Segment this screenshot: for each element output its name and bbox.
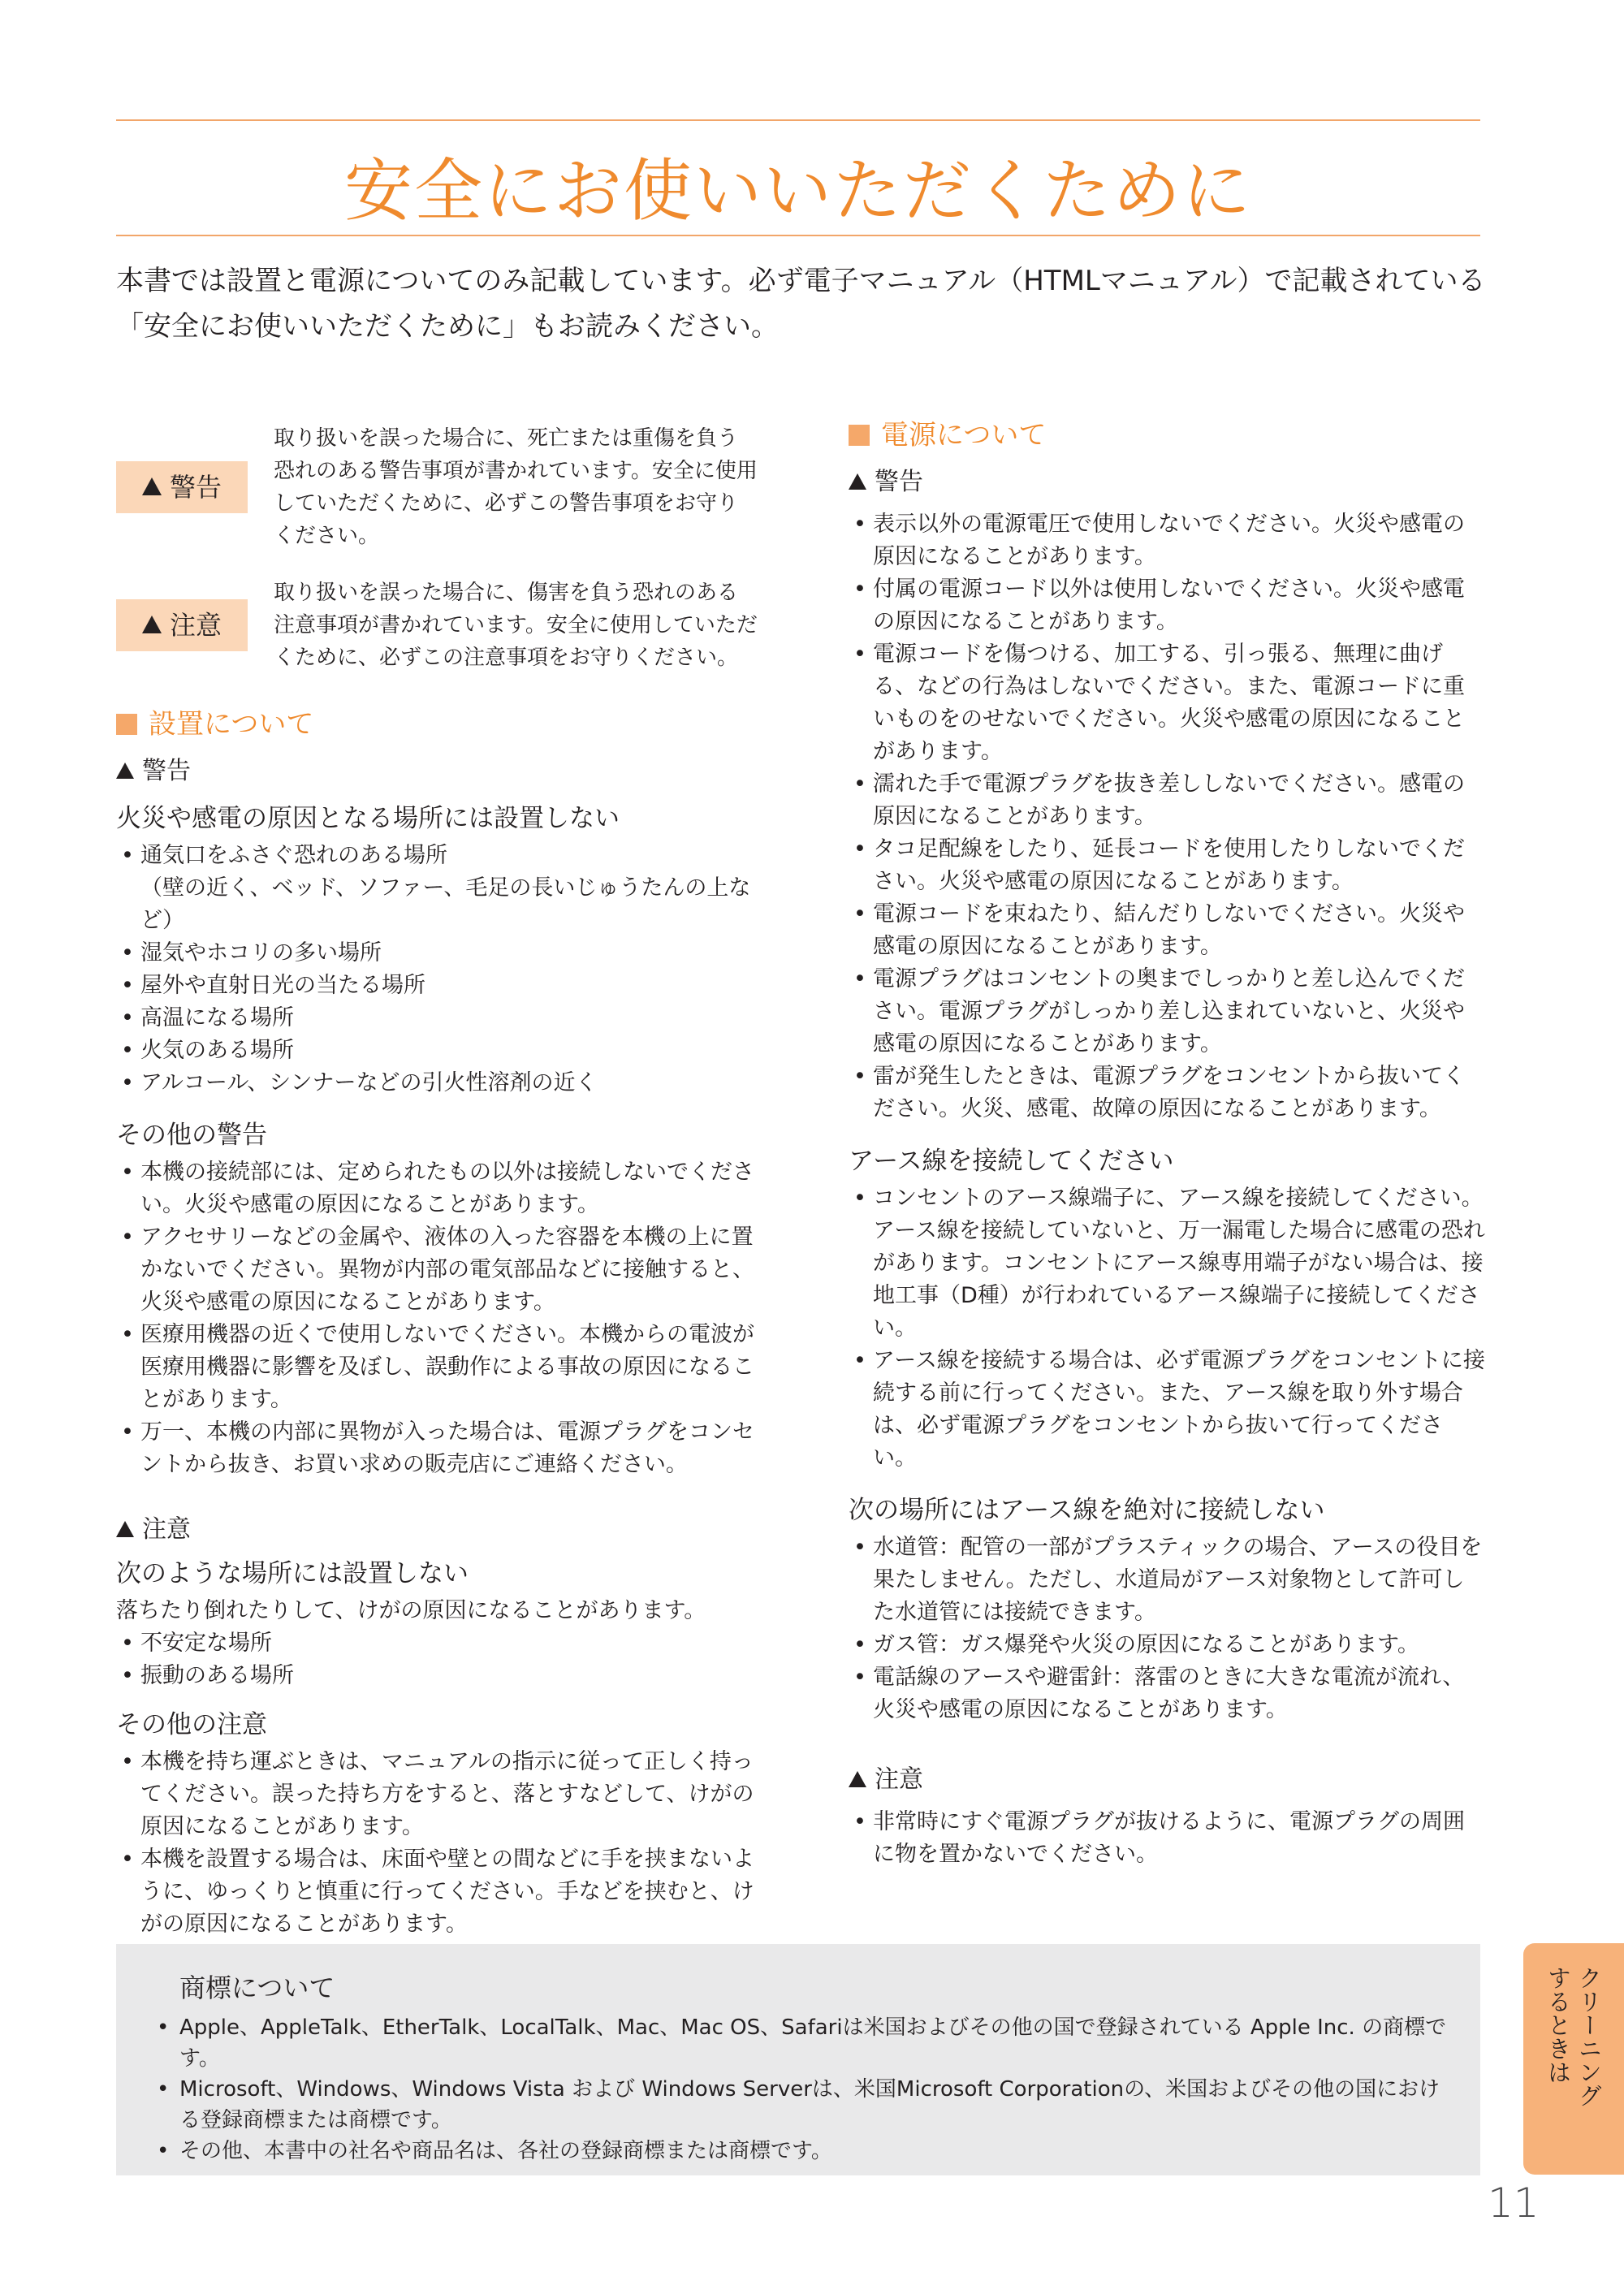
list-item: • アクセサリーなどの金属や、液体の入った容器を本機の上に置かないでください。異物が内部の電気部品などに接触すると、火災や感電の原因になることがあります。 bbox=[116, 1221, 758, 1319]
section-square-icon bbox=[849, 425, 870, 446]
install-sub3-note: 落ちたり倒れたりして、けがの原因になることがあります。 bbox=[116, 1598, 706, 1623]
caution-badge bbox=[116, 599, 248, 651]
list-item: • ガス管：ガス爆発や火災の原因になることがあります。 bbox=[849, 1629, 1486, 1661]
caution-badge-label: 注意 bbox=[169, 610, 222, 641]
caution-triangle-icon bbox=[116, 1521, 134, 1537]
page-number: 11 bbox=[1488, 2180, 1540, 2227]
side-tab-line2: するときは bbox=[1544, 1966, 1572, 2084]
list-item: • 火気のある場所 bbox=[116, 1035, 758, 1067]
power-heading-label: 電源について bbox=[881, 419, 1047, 451]
side-tab-line1: クリーニング bbox=[1575, 1966, 1603, 2107]
list-item: • 雷が発生したときは、電源プラグをコンセントから抜いてください。火災、感電、故障の原因になることがあります。 bbox=[849, 1061, 1486, 1125]
noground-list bbox=[849, 1531, 1486, 1726]
intro-text: 本書では設置と電源についてのみ記載しています。必ず電子マニュアル（HTMLマニュアル）で記載されている「安全にお使いいただくために」もお読みください。 bbox=[116, 265, 1486, 343]
power-caution-text: 注意 bbox=[875, 1765, 923, 1794]
warning-triangle-icon bbox=[142, 477, 162, 495]
install-warning-label bbox=[116, 754, 758, 789]
list-item: • 付属の電源コード以外は使用しないでください。火災や感電の原因になることがあります。 bbox=[849, 573, 1486, 638]
left-column bbox=[116, 422, 758, 1941]
list-item: • 電源プラグはコンセントの奥までしっかりと差し込んでください。電源プラグがしっかり差し込まれていないと、火災や感電の原因になることがあります。 bbox=[849, 963, 1486, 1061]
list-item: • 高温になる場所 bbox=[116, 1002, 758, 1035]
section-square-icon bbox=[116, 714, 137, 735]
page-title: 安全にお使いいただくために bbox=[343, 151, 1252, 231]
install-caution-label bbox=[116, 1512, 758, 1548]
list-item: • 湿気やホコリの多い場所 bbox=[116, 937, 758, 970]
list-item: • 本機の接続部には、定められたもの以外は接続しないでください。火災や感電の原因になることがあります。 bbox=[116, 1156, 758, 1221]
title-rule bbox=[116, 235, 1480, 236]
list-item: • 濡れた手で電源プラグを抜き差ししないでください。感電の原因になることがあります。 bbox=[849, 768, 1486, 833]
list-item: • 電源コードを束ねたり、結んだりしないでください。火災や感電の原因になることがあります。 bbox=[849, 898, 1486, 963]
install-sub3-list bbox=[116, 1627, 758, 1692]
warning-badge-label: 警告 bbox=[169, 472, 222, 503]
warning-legend bbox=[116, 422, 758, 552]
warning-triangle-icon bbox=[849, 473, 866, 490]
list-item: • Microsoft、Windows、Windows Vista および Windows Serverは、米国Microsoft Corporationの、米国およびその他の国における登録商標または商標です。 bbox=[147, 2074, 1448, 2136]
install-sub1-title: 火災や感電の原因となる場所には設置しない bbox=[116, 804, 620, 833]
list-item: • アース線を接続する場合は、必ず電源プラグをコンセントに接続する前に行ってください。また、アース線を取り外す場合は、必ず電源プラグをコンセントから抜いて行ってください。 bbox=[849, 1345, 1486, 1475]
power-warning-label bbox=[849, 464, 1486, 500]
list-item: • 本機を持ち運ぶときは、マニュアルの指示に従って正しく持ってください。誤った持ち方をすると、落とすなどして、けがの原因になることがあります。 bbox=[116, 1746, 758, 1843]
list-item: • 本機を設置する場合は、床面や壁との間などに手を挟まないように、ゆっくりと慎重に行ってください。手などを挟むと、けがの原因になることがあります。 bbox=[116, 1843, 758, 1941]
right-column bbox=[849, 417, 1486, 1871]
power-warning-list bbox=[849, 508, 1486, 1125]
warning-badge bbox=[116, 461, 248, 513]
ground-title: アース線を接続してください bbox=[849, 1147, 1174, 1176]
list-item: • タコ足配線をしたり、延長コードを使用したりしないでください。火災や感電の原因になることがあります。 bbox=[849, 833, 1486, 898]
list-item-continuation: （壁の近く、ベッド、ソファー、毛足の長いじゅうたんの上など） bbox=[140, 875, 751, 933]
list-item: • Apple、AppleTalk、EtherTalk、LocalTalk、Mac、Mac OS、Safariは米国およびその他の国で登録されている Apple Inc. の商標です。 bbox=[147, 2012, 1448, 2074]
power-heading bbox=[849, 417, 1486, 453]
trademark-list bbox=[147, 2012, 1448, 2167]
install-sub2-title: その他の警告 bbox=[116, 1121, 267, 1150]
warning-legend-text: 取り扱いを誤った場合に、死亡または重傷を負う恐れのある警告事項が書かれています。安全に使用していただくために、必ずこの警告事項をお守りください。 bbox=[274, 426, 758, 548]
list-item: • 電話線のアースや避雷針：落雷のときに大きな電流が流れ、火災や感電の原因になることがあります。 bbox=[849, 1661, 1486, 1726]
install-sub4-title: その他の注意 bbox=[116, 1710, 267, 1739]
trademark-title: 商標について bbox=[179, 1972, 335, 2003]
trademark-box bbox=[116, 1944, 1480, 2175]
install-sub2-list bbox=[116, 1156, 758, 1481]
side-tab-cleaning[interactable] bbox=[1523, 1943, 1624, 2175]
power-warning-text: 警告 bbox=[875, 468, 923, 496]
list-item: • 振動のある場所 bbox=[116, 1660, 758, 1692]
power-caution-label bbox=[849, 1762, 1486, 1798]
list-item: • 万一、本機の内部に異物が入った場合は、電源プラグをコンセントから抜き、お買い求めの販売店にご連絡ください。 bbox=[116, 1416, 758, 1481]
list-item: • 非常時にすぐ電源プラグが抜けるように、電源プラグの周囲に物を置かないでください。 bbox=[849, 1806, 1486, 1871]
ground-list bbox=[849, 1182, 1486, 1475]
warning-triangle-icon bbox=[116, 763, 134, 779]
install-warning-text: 警告 bbox=[142, 757, 191, 785]
list-item: • 通気口をふさぐ恐れのある場所 bbox=[116, 840, 758, 872]
list-item: • 電源コードを傷つける、加工する、引っ張る、無理に曲げる、などの行為はしないでください。また、電源コードに重いものをのせないでください。火災や感電の原因になることがあります。 bbox=[849, 638, 1486, 768]
list-item: • その他、本書中の社名や商品名は、各社の登録商標または商標です。 bbox=[147, 2136, 1448, 2167]
install-heading bbox=[116, 706, 758, 742]
caution-triangle-icon bbox=[142, 616, 162, 633]
list-item: • 医療用機器の近くで使用しないでください。本機からの電波が医療用機器に影響を及ぼし、誤動作による事故の原因になることがあります。 bbox=[116, 1319, 758, 1416]
list-item: • コンセントのアース線端子に、アース線を接続してください。アース線を接続していないと、万一漏電した場合に感電の恐れがあります。コンセントにアース線専用端子がない場合は、接地工事（D種）が行われているアース線端子に接続してください。 bbox=[849, 1182, 1486, 1345]
list-item: • アルコール、シンナーなどの引火性溶剤の近く bbox=[116, 1067, 758, 1099]
install-sub3-title: 次のような場所には設置しない bbox=[116, 1559, 469, 1588]
install-caution-text: 注意 bbox=[142, 1515, 191, 1544]
list-item: • 屋外や直射日光の当たる場所 bbox=[116, 970, 758, 1002]
list-item: • 不安定な場所 bbox=[116, 1627, 758, 1660]
noground-title: 次の場所にはアース線を絶対に接続しない bbox=[849, 1496, 1325, 1525]
caution-legend bbox=[116, 577, 758, 674]
caution-legend-text: 取り扱いを誤った場合に、傷害を負う恐れのある注意事項が書かれています。安全に使用していただくために、必ずこの注意事項をお守りください。 bbox=[274, 581, 758, 670]
list-item: • 表示以外の電源電圧で使用しないでください。火災や感電の原因になることがあります。 bbox=[849, 508, 1486, 573]
install-sub4-list bbox=[116, 1746, 758, 1941]
list-item: • 水道管：配管の一部がプラスティックの場合、アースの役目を果たしません。ただし、水道局がアース対象物として許可した水道管には接続できます。 bbox=[849, 1531, 1486, 1629]
power-caution-list bbox=[849, 1806, 1486, 1871]
install-heading-label: 設置について bbox=[149, 708, 314, 741]
caution-triangle-icon bbox=[849, 1771, 866, 1787]
install-sub1-list bbox=[116, 840, 758, 1099]
top-rule bbox=[116, 119, 1480, 121]
